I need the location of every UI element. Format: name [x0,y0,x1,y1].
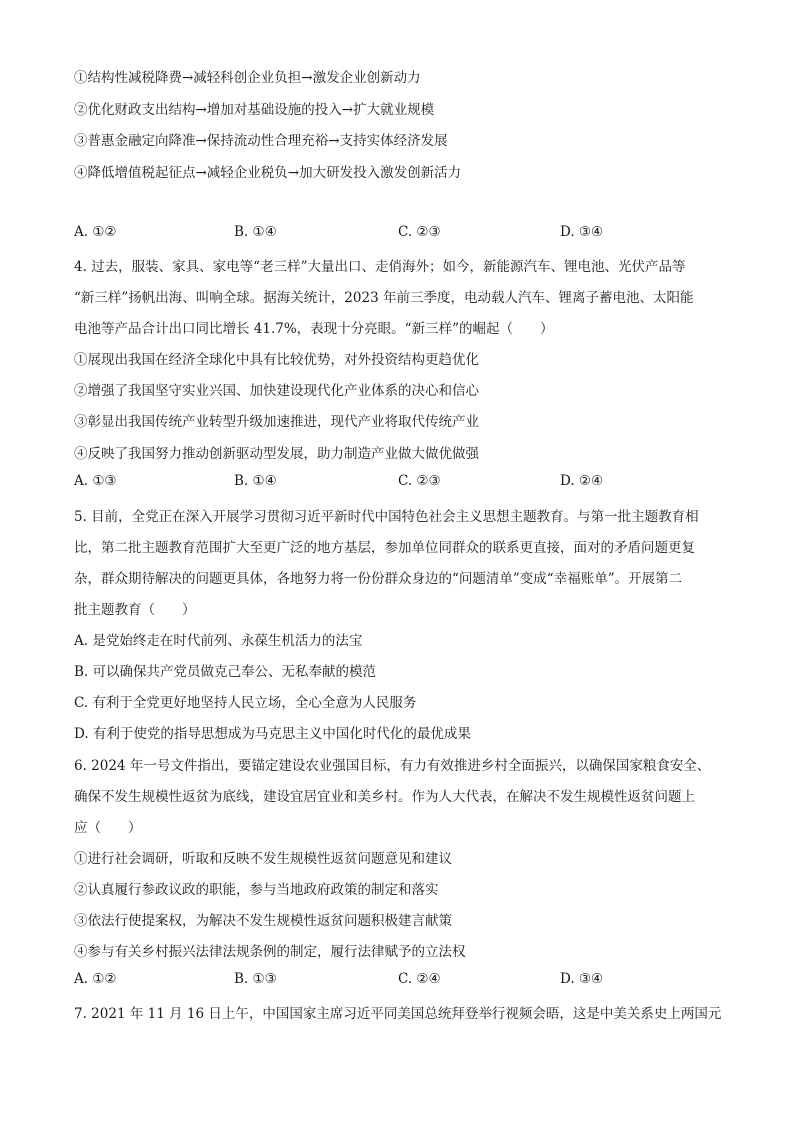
q4-item-2: ②增强了我国坚守实业兴国、加快建设现代化产业体系的决心和信心 [74,383,479,399]
q4-option-d: D. ②④ [560,473,604,489]
q3-item-2: ②优化财政支出结构→增加对基础设施的投入→扩大就业规模 [74,102,435,118]
q6-stem-line-2: 确保不发生规模性返贫为底线，建设宜居宜业和美乡村。作为人大代表，在解决不发生规模性返贫问题上 [74,789,695,805]
q4-options [74,473,734,493]
q4-stem-line-2: “新三样”扬帆出海、叫响全球。据海关统计，2023 年前三季度，电动载人汽车、锂离子蓄电池、太阳能 [74,290,694,306]
q5-stem-line-4: 批主题教育（ ） [74,602,196,618]
q6-stem-line-3: 应（ ） [74,820,142,836]
q6-stem-line-1: 6. 2024 年一号文件指出，要锚定建设农业强国目标，有力有效推进乡村全面振兴，以确保国家粮食安全、 [74,758,711,774]
q4-stem-line-3: 电池等产品合计出口同比增长 41.7%，表现十分亮眼。“新三样”的崛起（ ） [74,321,554,337]
q6-option-c: C. ②④ [398,971,441,987]
q5-choice-a: A. 是党始终走在时代前列、永葆生机活力的法宝 [74,633,363,649]
q4-option-b: B. ①④ [234,473,277,489]
q7-stem-line-1: 7. 2021 年 11 月 16 日上午，中国国家主席习近平同美国总统拜登举行视频会晤，这是中美关系史上两国元 [74,1006,722,1022]
q6-item-2: ②认真履行参政议政的职能，参与当地政府政策的制定和落实 [74,882,439,898]
q4-option-a: A. ①③ [74,473,117,489]
q5-choice-b: B. 可以确保共产党员做克己奉公、无私奉献的模范 [74,664,377,680]
q3-option-a: A. ①② [74,224,117,240]
q3-option-c: C. ②③ [398,224,441,240]
q5-choice-c: C. 有利于全党更好地坚持人民立场，全心全意为人民服务 [74,695,417,711]
q6-options [74,971,734,991]
q5-stem-line-1: 5. 目前，全党正在深入开展学习贯彻习近平新时代中国特色社会主义思想主题教育。与第一批主题教育相 [74,509,699,525]
q3-option-b: B. ①④ [234,224,277,240]
q4-stem-line-1: 4. 过去，服装、家具、家电等“老三样”大量出口、走俏海外；如今，新能源汽车、锂电池、光伏产品等 [74,259,686,275]
q3-item-4: ④降低增值税起征点→减轻企业税负→加大研发投入激发创新活力 [74,165,462,181]
q4-item-1: ①展现出我国在经济全球化中具有比较优势，对外投资结构更趋优化 [74,352,479,368]
q4-item-4: ④反映了我国努力推动创新驱动型发展，助力制造产业做大做优做强 [74,446,479,462]
q6-option-d: D. ③④ [560,971,604,987]
q4-option-c: C. ②③ [398,473,441,489]
q5-stem-line-3: 杂，群众期待解决的问题更具体，各地努力将一份份群众身边的“问题清单”变成“幸福账单”。开展第二 [74,571,683,587]
q3-option-d: D. ③④ [560,224,604,240]
q5-choice-d: D. 有利于使党的指导思想成为马克思主义中国化时代化的最优成果 [74,726,471,742]
q6-option-a: A. ①② [74,971,117,987]
q6-item-3: ③依法行使提案权，为解决不发生规模性返贫问题积极建言献策 [74,913,452,929]
q4-item-3: ③彰显出我国传统产业转型升级加速推进，现代产业将取代传统产业 [74,414,479,430]
q6-item-4: ④参与有关乡村振兴法律法规条例的制定，履行法律赋予的立法权 [74,944,466,960]
q3-options [74,224,734,244]
q3-item-1: ①结构性减税降费→减轻科创企业负担→激发企业创新动力 [74,70,421,86]
q5-stem-line-2: 比，第二批主题教育范围扩大至更广泛的地方基层，参加单位同群众的联系更直接，面对的矛盾问题更复 [74,540,695,556]
q3-item-3: ③普惠金融定向降准→保持流动性合理充裕→支持实体经济发展 [74,133,448,149]
q6-item-1: ①进行社会调研，听取和反映不发生规模性返贫问题意见和建议 [74,851,452,867]
q6-option-b: B. ①③ [234,971,277,987]
